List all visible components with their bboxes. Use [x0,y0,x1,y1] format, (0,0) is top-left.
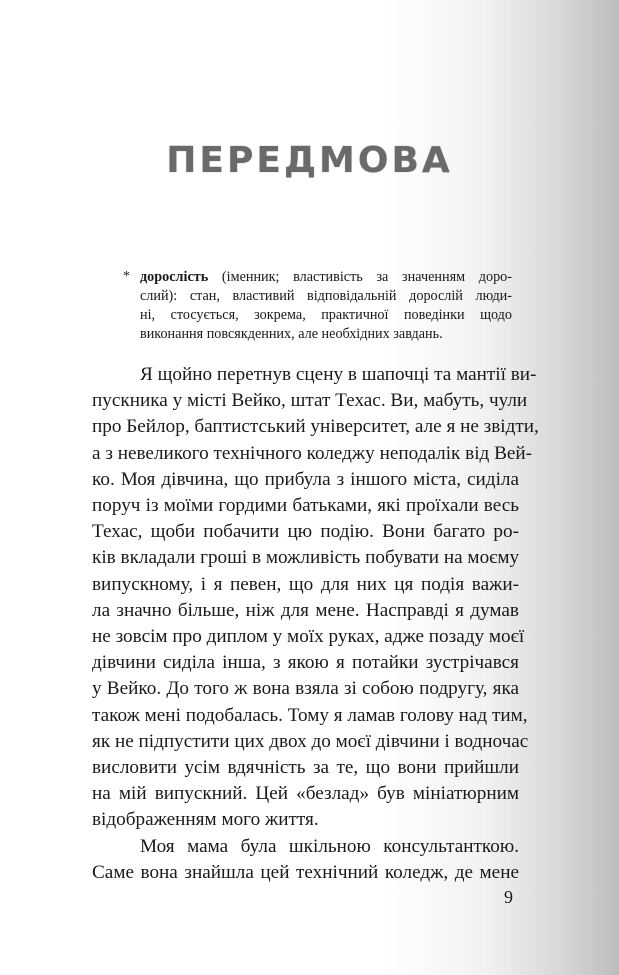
definition-line [140,268,512,287]
paragraph-line: на мій випускний. Цей «безлад» був мініатюрним [92,783,519,805]
paragraph-line: Техас, щоби побачити цю подію. Вони багато ро- [92,521,519,543]
definition-line: ні, стосується, зокрема, практичної поведінки щодо [140,307,512,323]
paragraph-line: ків вкладали гроші в можливість побувати на моєму [92,547,520,569]
definition-line-1-text: (іменник; властивість за значенням доро- [208,269,512,285]
paragraph-line: а з невеликого технічного коледжу неподалік від Вей- [92,442,533,464]
paragraph-line: випускному, і я певен, що для них ця подія важи- [92,573,519,595]
chapter-title: ПЕРЕДМОВА [166,140,453,181]
paragraph-line: ко. Моя дівчина, що прибула з іншого міста, сиділа [92,468,519,490]
paragraph-line: Моя мама була шкільною консультанткою. [140,835,519,857]
body-text [92,362,539,886]
paragraph-line: відображенням мого життя. [92,809,319,831]
page-number: 9 [504,887,513,907]
paragraph-line: дівчини сиділа інша, з якою я потайки зустрічався [92,652,519,674]
paragraph-line: як не підпустити цих двох до моєї дівчини і водночас [92,730,529,752]
definition-line: слий): стан, властивий відповідальній дорослій люди- [140,288,512,304]
paragraph-line: Саме вона знайшла цей технічний коледж, де мене [92,861,519,883]
asterisk-marker: * [123,269,130,284]
paragraph-line: не зовсім про диплом у моїх руках, адже позаду моєї [92,626,525,648]
paragraph-line: Я щойно перетнув сцену в шапочці та мантії ви- [140,364,537,385]
paragraph-line: також мені подобалась. Тому я ламав голову над тим, [92,704,528,726]
paragraph-line: ла значно більше, ніж для мене. Насправді я думав [92,599,519,621]
paragraph-line: у Вейко. До того ж вона взяла зі собою подругу, яка [92,678,519,700]
paragraph-line: висловити усім вдячність за те, що вони прийшли [92,757,519,779]
paragraph-line: пускника у місті Вейко, штат Техас. Ви, мабуть, чули [92,390,528,412]
definition-line: виконання повсякденних, але необхідних завдань. [140,326,443,342]
paragraph-line: поруч із моїми гордими батьками, які проїхали весь [92,495,519,517]
definition-term: дорослість [140,269,209,285]
paragraph-line: про Бейлор, баптистський університет, але я не звідти, [92,416,539,438]
definition-footnote [123,268,512,344]
